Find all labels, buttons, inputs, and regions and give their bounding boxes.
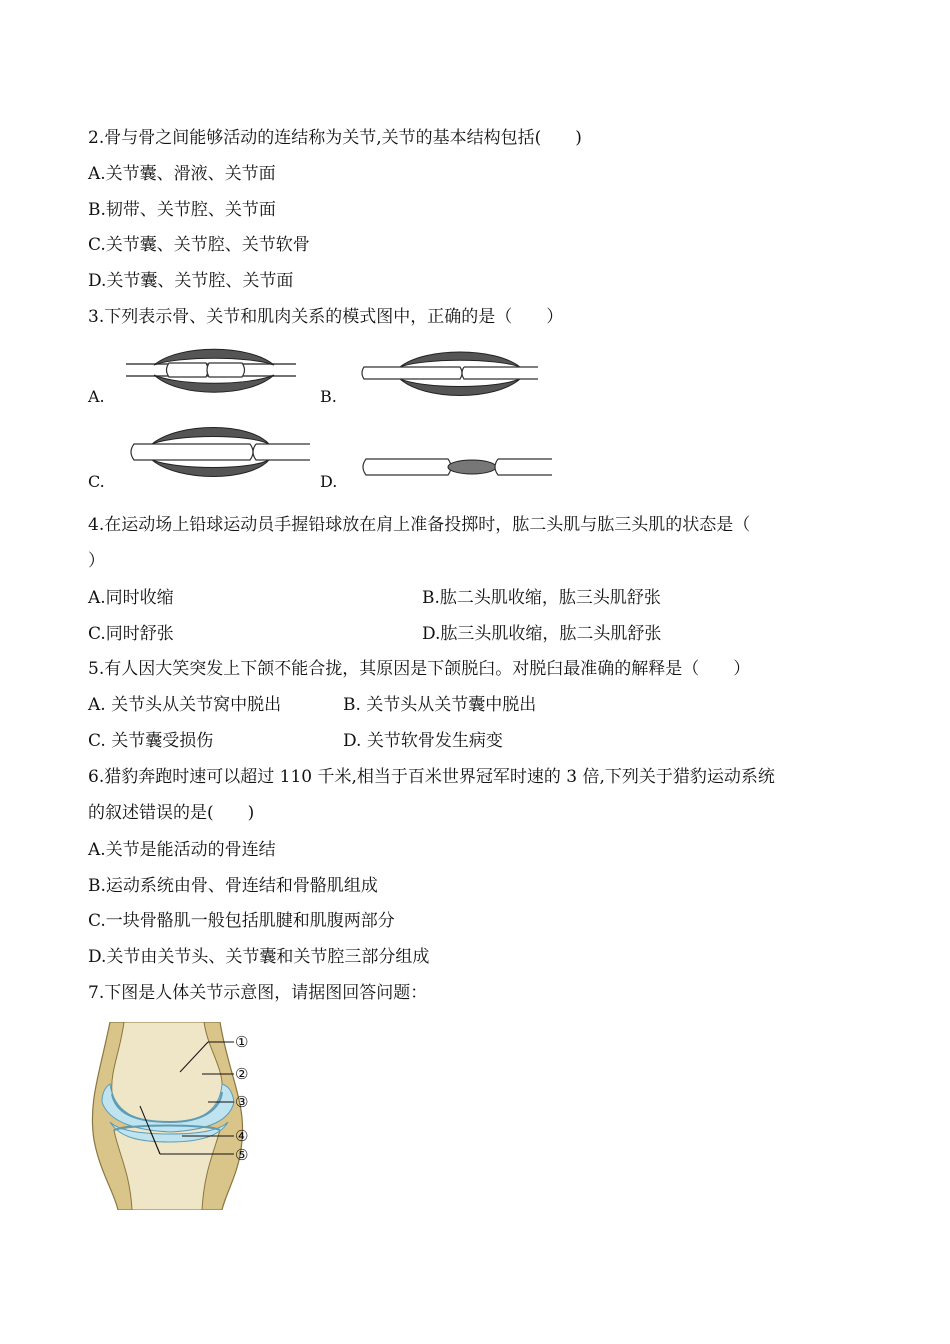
marker-4: ④ [235,1127,249,1145]
q3-figure-d [360,445,556,485]
q3-figure-a [124,338,300,404]
q5-stem: 5.有人因大笑突发上下颌不能合拢，其原因是下颌脱臼。对脱臼最准确的解释是（ ） [88,659,751,679]
q6-option-d: D.关节由关节头、关节囊和关节腔三部分组成 [88,947,430,967]
q2-option-c: C.关节囊、关节腔、关节软骨 [88,235,310,255]
q4-stem-line1: 4.在运动场上铅球运动员手握铅球放在肩上准备投掷时，肱二头肌与肱三头肌的状态是（ [88,515,751,535]
q2-option-b: B.韧带、关节腔、关节面 [88,200,276,220]
q4-stem-line2: ） [88,551,105,571]
marker-3: ③ [235,1093,249,1111]
q6-option-a: A.关节是能活动的骨连结 [88,840,276,860]
q7-stem: 7.下图是人体关节示意图，请据图回答问题： [88,983,428,1003]
q2-option-a: A.关节囊、滑液、关节面 [88,164,276,184]
q5-option-d: D. 关节软骨发生病变 [343,731,503,751]
q3-figure-c [124,420,314,484]
q4-option-d: D.肱三头肌收缩，肱二头肌舒张 [422,624,662,644]
q2-stem: 2.骨与骨之间能够活动的连结称为关节,关节的基本结构包括( ) [88,128,582,148]
q5-option-c: C. 关节囊受损伤 [88,731,214,751]
q5-option-a: A. 关节头从关节窝中脱出 [88,695,282,715]
q3-figure-b [360,345,542,405]
marker-2: ② [235,1065,249,1083]
q3-stem: 3.下列表示骨、关节和肌肉关系的模式图中，正确的是（ ） [88,307,564,327]
q6-stem-line2: 的叙述错误的是( ) [88,803,255,823]
marker-1: ① [235,1033,249,1051]
marker-5: ⑤ [235,1146,249,1164]
q6-stem-line1: 6.猎豹奔跑时速可以超过 110 千米,相当于百米世界冠军时速的 3 倍,下列关于猎豹运动系统 [88,767,775,787]
q6-option-c: C.一块骨骼肌一般包括肌腱和肌腹两部分 [88,911,395,931]
q3-label-b: B. [320,387,337,406]
q4-option-b: B.肱二头肌收缩，肱三头肌舒张 [422,588,661,608]
q3-label-a: A. [88,387,105,406]
q4-option-c: C.同时舒张 [88,624,174,644]
q3-label-c: C. [88,472,105,491]
q3-label-d: D. [320,472,338,491]
q6-option-b: B.运动系统由骨、骨连结和骨骼肌组成 [88,876,378,896]
q4-option-a: A.同时收缩 [88,588,174,608]
q5-option-b: B. 关节头从关节囊中脱出 [343,695,537,715]
q2-option-d: D.关节囊、关节腔、关节面 [88,271,294,291]
